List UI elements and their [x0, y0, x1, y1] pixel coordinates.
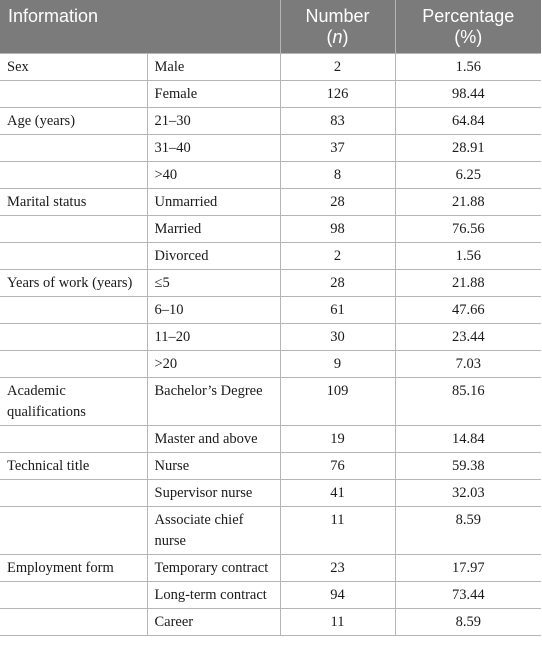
header-number-label: Number [305, 6, 370, 26]
row-item: Nurse [147, 453, 280, 480]
row-category [0, 480, 147, 507]
row-item: >40 [147, 162, 280, 189]
table-row [0, 135, 541, 162]
table-row [0, 108, 541, 135]
row-percentage: 73.44 [395, 582, 541, 609]
row-number: 98 [280, 216, 395, 243]
row-category: Technical title [0, 453, 147, 480]
row-percentage: 47.66 [395, 297, 541, 324]
row-percentage: 6.25 [395, 162, 541, 189]
row-percentage: 64.84 [395, 108, 541, 135]
row-percentage: 98.44 [395, 81, 541, 108]
table-row [0, 54, 541, 81]
row-number: 19 [280, 426, 395, 453]
table-row [0, 555, 541, 582]
row-percentage: 17.97 [395, 555, 541, 582]
row-item: Bachelor’s Degree [147, 378, 280, 426]
header-percentage-label: Percentage [422, 6, 515, 26]
row-number: 126 [280, 81, 395, 108]
row-category: Age (years) [0, 108, 147, 135]
table-row [0, 426, 541, 453]
header-row [0, 0, 541, 54]
row-category [0, 162, 147, 189]
row-number: 23 [280, 555, 395, 582]
row-category [0, 243, 147, 270]
row-item: ≤5 [147, 270, 280, 297]
row-item: 11–20 [147, 324, 280, 351]
header-number: Number (n) [280, 0, 395, 54]
row-item: Unmarried [147, 189, 280, 216]
header-percentage-unit: (%) [454, 27, 483, 47]
table-row [0, 270, 541, 297]
row-category: Academic qualifications [0, 378, 147, 426]
row-item: Associate chief nurse [147, 507, 280, 555]
table-row [0, 189, 541, 216]
row-category [0, 351, 147, 378]
table-row [0, 378, 541, 426]
row-number: 109 [280, 378, 395, 426]
row-number: 94 [280, 582, 395, 609]
row-category: Sex [0, 54, 147, 81]
row-category [0, 426, 147, 453]
row-item: 21–30 [147, 108, 280, 135]
row-percentage: 8.59 [395, 507, 541, 555]
row-number: 61 [280, 297, 395, 324]
table-row [0, 216, 541, 243]
row-category [0, 609, 147, 636]
row-category [0, 507, 147, 555]
row-percentage: 8.59 [395, 609, 541, 636]
row-percentage: 59.38 [395, 453, 541, 480]
row-category [0, 297, 147, 324]
row-number: 11 [280, 609, 395, 636]
row-percentage: 76.56 [395, 216, 541, 243]
row-category: Employment form [0, 555, 147, 582]
table-row [0, 297, 541, 324]
row-number: 28 [280, 270, 395, 297]
row-category [0, 582, 147, 609]
table-row [0, 243, 541, 270]
row-item: 6–10 [147, 297, 280, 324]
row-item: Divorced [147, 243, 280, 270]
row-category [0, 135, 147, 162]
row-category [0, 324, 147, 351]
row-item: Career [147, 609, 280, 636]
row-category [0, 216, 147, 243]
header-information: Information [0, 0, 280, 54]
row-item: Female [147, 81, 280, 108]
row-category: Marital status [0, 189, 147, 216]
table-header [0, 0, 541, 54]
row-item: Temporary contract [147, 555, 280, 582]
row-percentage: 32.03 [395, 480, 541, 507]
row-number: 83 [280, 108, 395, 135]
header-number-symbol: n [332, 27, 343, 47]
row-number: 2 [280, 54, 395, 81]
row-item: 31–40 [147, 135, 280, 162]
row-number: 11 [280, 507, 395, 555]
row-number: 28 [280, 189, 395, 216]
row-category [0, 81, 147, 108]
row-number: 41 [280, 480, 395, 507]
row-category: Years of work (years) [0, 270, 147, 297]
table-row [0, 81, 541, 108]
row-number: 37 [280, 135, 395, 162]
row-percentage: 28.91 [395, 135, 541, 162]
row-item: Supervisor nurse [147, 480, 280, 507]
table-row [0, 453, 541, 480]
row-item: Master and above [147, 426, 280, 453]
table-row [0, 480, 541, 507]
row-item: >20 [147, 351, 280, 378]
row-item: Male [147, 54, 280, 81]
table-row [0, 582, 541, 609]
row-percentage: 14.84 [395, 426, 541, 453]
table-body [0, 54, 541, 636]
row-percentage: 21.88 [395, 189, 541, 216]
row-percentage: 1.56 [395, 243, 541, 270]
row-percentage: 23.44 [395, 324, 541, 351]
row-percentage: 1.56 [395, 54, 541, 81]
row-number: 8 [280, 162, 395, 189]
row-item: Married [147, 216, 280, 243]
table-row [0, 324, 541, 351]
row-percentage: 85.16 [395, 378, 541, 426]
row-number: 30 [280, 324, 395, 351]
table-row [0, 507, 541, 555]
table-row [0, 351, 541, 378]
row-item: Long-term contract [147, 582, 280, 609]
row-number: 9 [280, 351, 395, 378]
row-number: 76 [280, 453, 395, 480]
row-percentage: 21.88 [395, 270, 541, 297]
header-percentage [395, 0, 541, 54]
table-row [0, 162, 541, 189]
row-percentage: 7.03 [395, 351, 541, 378]
table-row [0, 609, 541, 636]
row-number: 2 [280, 243, 395, 270]
